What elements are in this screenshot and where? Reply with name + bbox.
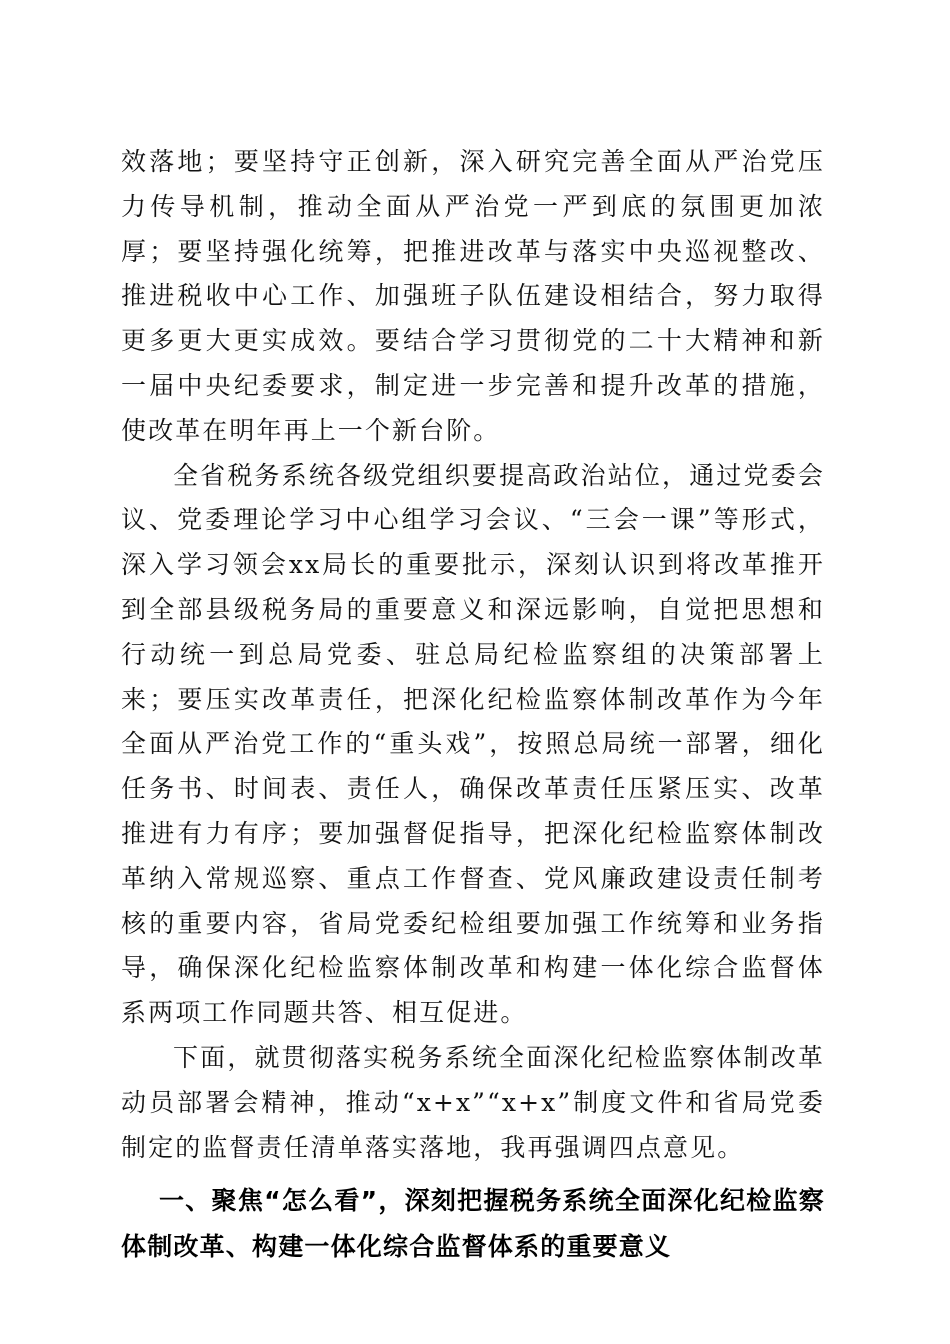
paragraph-four-points-intro: 下面，就贯彻落实税务系统全面深化纪检监察体制改革动员部署会精神，推动“x+x”“x+x”制度文件和省局党委制定的监督责任清单落实落地，我再强调四点意见。 (121, 1042, 825, 1162)
paragraph-party-organizations: 全省税务系统各级党组织要提高政治站位，通过党委会议、党委理论学习中心组学习会议、“三会一课”等形式，深入学习领会xx局长的重要批示，深刻认识到将改革推开到全部县级税务局的重要意义和深远影响，自觉把思想和行动统一到总局党委、驻总局纪检监察组的决策部署上来；要压实改革责任，把深化纪检监察体制改革作为今年全面从严治党工作的“重头戏”，按照总局统一部署，细化任务书、时间表、责任人，确保改革责任压紧压实、改革推进有力有序；要加强督促指导，把深化纪检监察体制改革纳入常规巡察、重点工作督查、党风廉政建设责任制考核的重要内容，省局党委纪检组要加强工作统筹和业务指导，确保深化纪检监察体制改革和构建一体化综合监督体系两项工作同题共答、相互促进。 (121, 460, 825, 1028)
paragraph-continuation: 效落地；要坚持守正创新，深入研究完善全面从严治党压力传导机制，推动全面从严治党一严到底的氛围更加浓厚；要坚持强化统筹，把推进改革与落实中央巡视整改、推进税收中心工作、加强班子队伍建设相结合，努力取得更多更大更实成效。要结合学习贯彻党的二十大精神和新一届中央纪委要求，制定进一步完善和提升改革的措施，使改革在明年再上一个新台阶。 (121, 147, 825, 445)
document-body (121, 140, 825, 1270)
section-heading-one: 一、聚焦“怎么看”，深刻把握税务系统全面深化纪检监察体制改革、构建一体化综合监督体系的重要意义 (121, 1186, 825, 1262)
